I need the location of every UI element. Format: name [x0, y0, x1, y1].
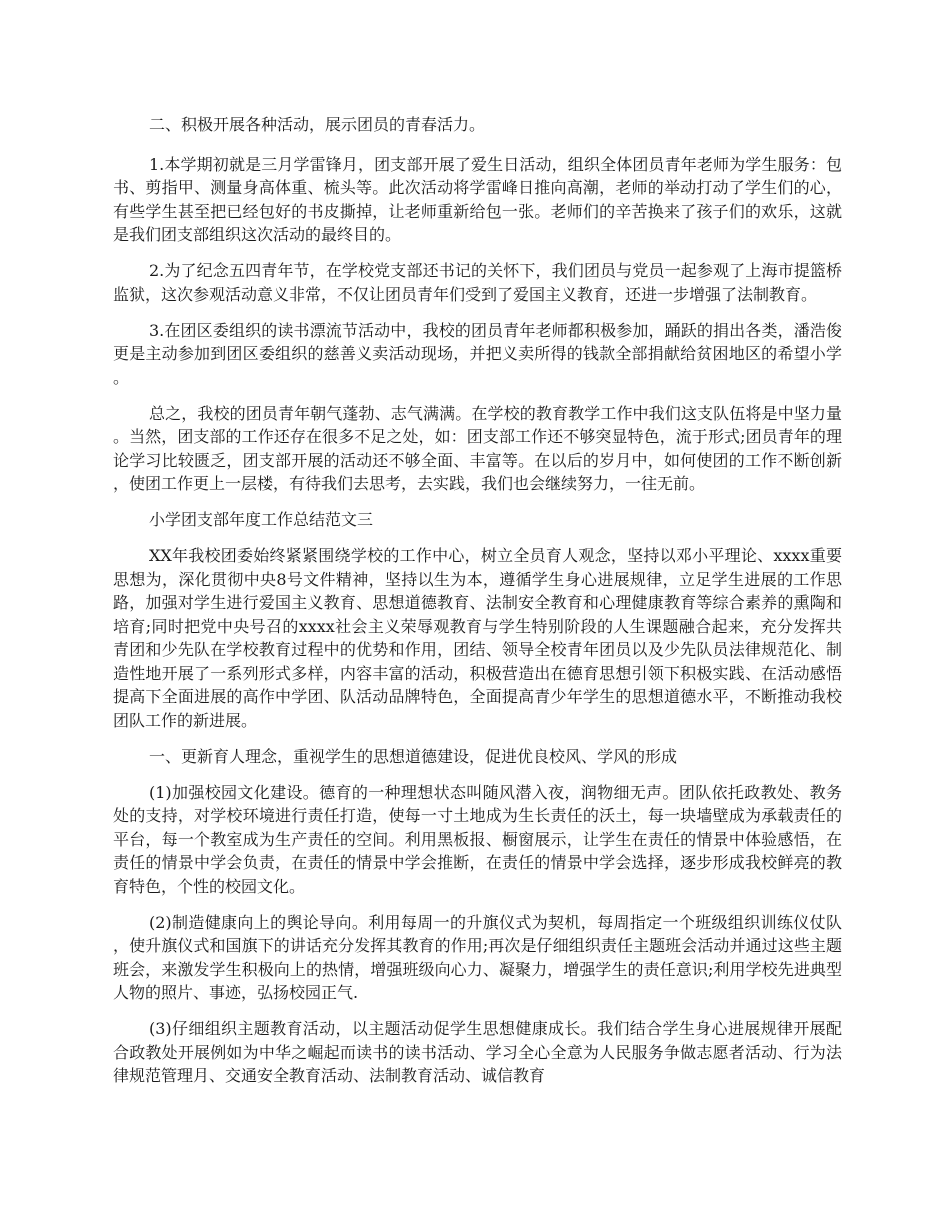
paragraph-item-2: 2.为了纪念五四青年节，在学校党支部还书记的关怀下，我们团员与党员一起参观了上海市提篮桥监狱，这次参观活动意义非常，不仅让团员青年们受到了爱国主义教育，还进一步增强了法制教育。	[113, 261, 842, 304]
paragraph-intro: XX年我校团委始终紧紧围绕学校的工作中心，树立全员育人观念，坚持以邓小平理论、xxxx重要思想为，深化贯彻中央8号文件精神，坚持以生为本，遵循学生身心进展规律，立足学生进展的工作思路，加强对学生进行爱国主义教育、思想道德教育、法制安全教育和心理健康教育等综合素养的熏陶和培育;同时把党中央号召的xxxx社会主义荣辱观教育与学生特别阶段的人生课题融合起来，充分发挥共青团和少先队在学校教育过程中的优势和作用，团结、领导全校青年团员以及少先队员法律规范化、制造性地开展了一系列形式多样，内容丰富的活动，积极营造出在德育思想引领下积极实践、在活动感悟提高下全面进展的高作中学团、队活动品牌特色，全面提高青少年学生的思想道德水平，不断推动我校团队工作的新进展。	[113, 546, 842, 730]
paragraph-point-3: (3)仔细组织主题教育活动，以主题活动促学生思想健康成长。我们结合学生身心进展规律开展配合政教处开展例如为中华之崛起而读书的读书活动、学习全心全意为人民服务争做志愿者活动、行为法律规范管理月、交通安全教育活动、法制教育活动、诚信教育	[113, 1019, 842, 1085]
paragraph-item-1: 1.本学期初就是三月学雷锋月，团支部开展了爱生日活动，组织全体团员青年老师为学生服务：包书、剪指甲、测量身高体重、梳头等。此次活动将学雷峰日推向高潮，老师的举动打动了学生们的心，有些学生甚至把已经包好的书皮撕掉，让老师重新给包一张。老师们的辛苦换来了孩子们的欢乐，这就是我们团支部组织这次活动的最终目的。	[113, 154, 842, 244]
section-heading-moral-education: 一、更新育人理念，重视学生的思想道德建设，促进优良校风、学风的形成	[149, 746, 678, 766]
paragraph-point-1: (1)加强校园文化建设。德育的一种理想状态叫随风潜入夜，润物细无声。团队依托政教处、教务处的支持，对学校环境进行责任打造，使每一寸土地成为生长责任的沃土，每一块墙壁成为承载责任的平台，每一个教室成为生产责任的空间。利用黑板报、橱窗展示，让学生在责任的情景中体验感悟，在责任的情景中学会负责，在责任的情景中学会推断，在责任的情景中学会选择，逐步形成我校鲜亮的教育特色，个性的校园文化。	[113, 782, 842, 896]
document-subtitle: 小学团支部年度工作总结范文三	[149, 510, 374, 529]
paragraph-item-3: 3.在团区委组织的读书漂流节活动中，我校的团员青年老师都积极参加，踊跃的捐出各类，潘浩俊更是主动参加到团区委组织的慈善义卖活动现场，并把义卖所得的钱款全部捐献给贫困地区的希望小学。	[113, 320, 842, 387]
paragraph-point-2: (2)制造健康向上的舆论导向。利用每周一的升旗仪式为契机，每周指定一个班级组织训练仪仗队，使升旗仪式和国旗下的讲话充分发挥其教育的作用;再次是仔细组织责任主题班会活动并通过这些主题班会，来激发学生积极向上的热情，增强班级向心力、凝聚力，增强学生的责任意识;利用学校先进典型人物的照片、事迹，弘扬校园正气.	[113, 912, 842, 1002]
paragraph-conclusion: 总之，我校的团员青年朝气蓬勃、志气满满。在学校的教育教学工作中我们这支队伍将是中坚力量。当然，团支部的工作还存在很多不足之处，如：团支部工作还不够突显特色，流于形式;团员青年的理论学习比较匮乏，团支部开展的活动还不够全面、丰富等。在以后的岁月中，如何使团的工作不断创新，使团工作更上一层楼，有待我们去思考，去实践，我们也会继续努力，一往无前。	[113, 403, 842, 493]
section-heading-activities: 二、积极开展各种活动，展示团员的青春活力。	[149, 115, 486, 134]
